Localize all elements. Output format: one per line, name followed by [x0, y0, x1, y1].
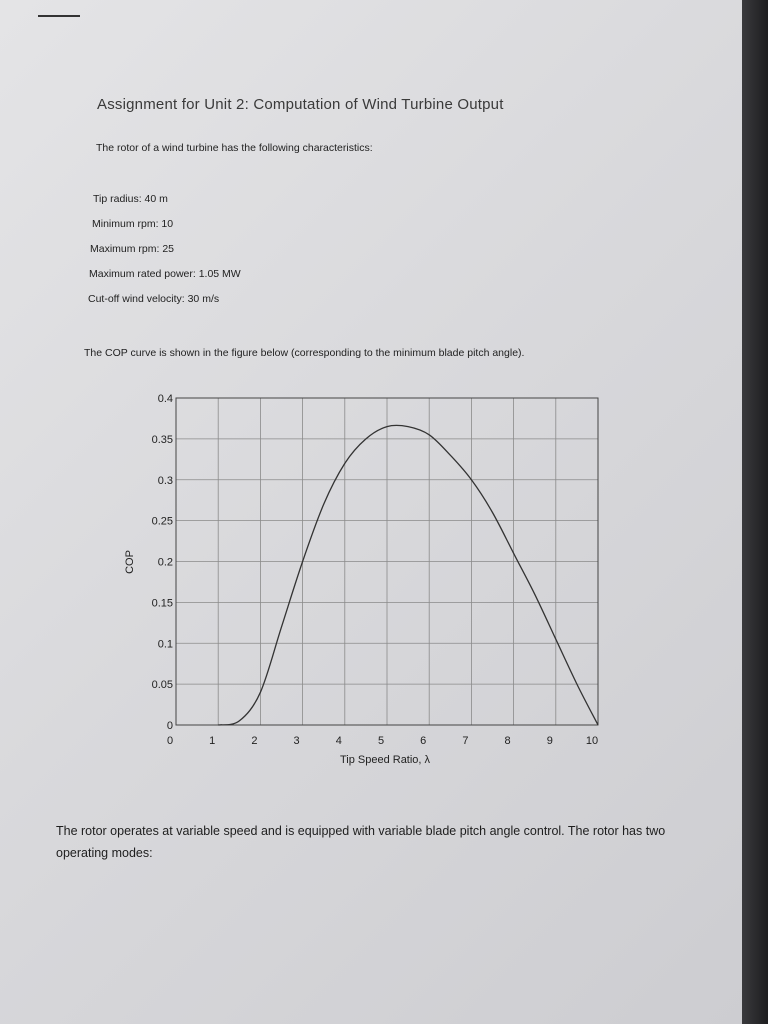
spec-tip-radius: Tip radius: 40 m [93, 193, 168, 205]
y-tick-label: 0.3 [157, 474, 173, 487]
x-tick-label: 3 [293, 735, 300, 747]
y-tick-label: 0.2 [157, 556, 173, 569]
y-tick-label: 0.35 [151, 433, 173, 446]
y-tick-label: 0.15 [151, 597, 173, 610]
x-tick-label: 7 [462, 735, 469, 747]
x-tick-label: 4 [335, 735, 342, 747]
operating-modes-text: The rotor operates at variable speed and is equipped with variable blade pitch angle control. The rotor has two operating modes: [56, 824, 666, 860]
document-title: Assignment for Unit 2: Computation of Wind Turbine Output [97, 96, 504, 113]
x-tick-label: 8 [504, 735, 511, 747]
x-tick-label: 6 [420, 735, 427, 747]
cop-intro-text: The COP curve is shown in the figure below (corresponding to the minimum blade pitch angle). [84, 347, 525, 359]
y-tick-label: 0.25 [151, 515, 173, 528]
x-tick-label: 1 [209, 735, 216, 747]
spec-max-power: Maximum rated power: 1.05 MW [89, 268, 241, 280]
x-tick-label: 2 [251, 735, 258, 747]
y-tick-label: 0.05 [151, 679, 173, 692]
y-tick-label: 0 [166, 720, 173, 732]
spec-cutoff-velocity: Cut-off wind velocity: 30 m/s [88, 293, 220, 305]
y-axis-label: COP [124, 550, 136, 574]
x-tick-label: 9 [546, 735, 553, 747]
intro-text: The rotor of a wind turbine has the following characteristics: [96, 142, 373, 154]
y-tick-label: 0.4 [157, 393, 173, 405]
y-tick-label: 0.1 [157, 638, 173, 651]
cop-series-line [218, 425, 598, 725]
x-tick-label: 10 [585, 735, 599, 747]
spec-max-rpm: Maximum rpm: 25 [90, 243, 175, 255]
x-tick-label: 5 [377, 735, 385, 747]
x-tick-label: 0 [166, 735, 174, 747]
x-axis-label: Tip Speed Ratio, λ [339, 754, 431, 766]
spec-min-rpm: Minimum rpm: 10 [92, 218, 174, 230]
